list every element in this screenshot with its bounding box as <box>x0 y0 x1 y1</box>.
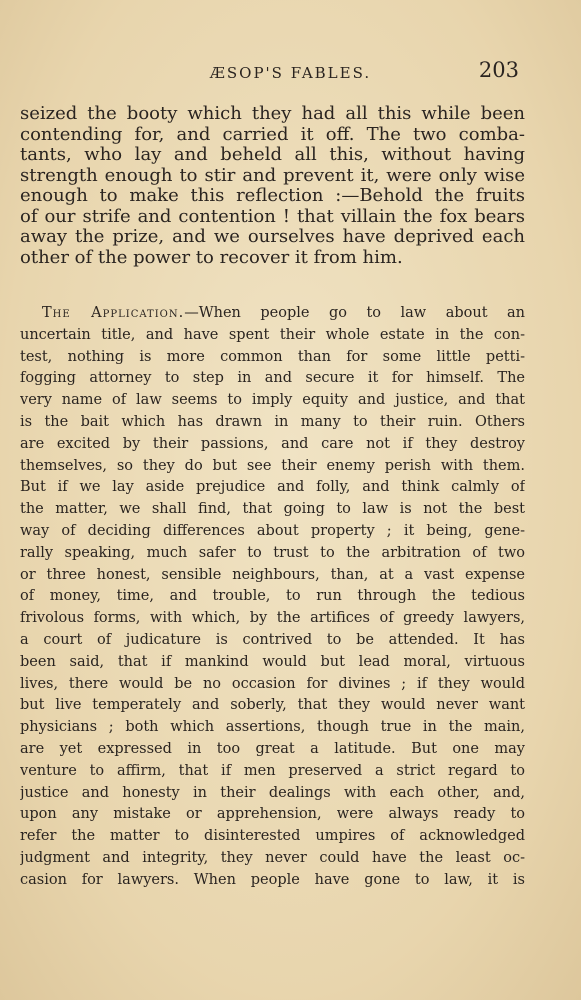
application-line: casion for lawyers. When people have gone to law, it is <box>20 871 525 888</box>
application-line: been said, that if mankind would but lead moral, virtuous <box>20 653 525 670</box>
page-number: 203 <box>478 58 519 82</box>
application-line: a court of judicature is contrived to be attended. It has <box>20 631 525 648</box>
application-line: is the bait which has drawn in many to their ruin. Others <box>20 413 525 430</box>
application-line: physicians ; both which assertions, though true in the main, <box>20 719 525 736</box>
application-line: themselves, so they do but see their enemy perish with them. <box>20 457 525 474</box>
application-line: frivolous forms, with which, by the artifices of greedy lawyers, <box>20 610 525 627</box>
application-first-line-text: —When people go to law about an <box>184 305 525 321</box>
fable-line: strength enough to stir and prevent it, were only wise <box>20 165 525 186</box>
fable-line: of our strife and contention ! that villain the fox bears <box>20 206 525 227</box>
application-line: refer the matter to disinterested umpires of acknowledged <box>20 828 525 845</box>
application-line: way of deciding differences about property ; it being, gene- <box>20 522 525 539</box>
application-line: but live temperately and soberly, that they would never want <box>20 697 525 714</box>
application-line: or three honest, sensible neighbours, than, at a vast expense <box>20 566 525 583</box>
fable-line: other of the power to recover it from him. <box>20 247 403 268</box>
application-line: of money, time, and trouble, to run through the tedious <box>20 588 525 605</box>
fable-line: enough to make this reflection :—Behold the fruits <box>20 186 525 206</box>
application-line: uncertain title, and have spent their whole estate in the con- <box>20 326 525 343</box>
application-first-line <box>20 303 525 325</box>
application-line: lives, there would be no occasion for divines ; if they would <box>20 675 525 692</box>
fable-text <box>20 104 525 268</box>
application-line: the matter, we shall find, that going to law is not the best <box>20 501 525 518</box>
application-line: But if we lay aside prejudice and folly, and think calmly of <box>20 479 525 496</box>
fable-line: seized the booty which they had all this while been <box>20 104 525 124</box>
application-line: venture to affirm, that if men preserved a strict regard to <box>20 762 525 779</box>
application-line: justice and honesty in their dealings with each other, and, <box>20 784 525 801</box>
application-text <box>20 303 525 892</box>
application-line: very name of law seems to imply equity and justice, and that <box>20 392 525 409</box>
application-line: upon any mistake or apprehension, were always ready to <box>20 806 525 823</box>
fable-line: tants, who lay and beheld all this, without having <box>20 145 525 165</box>
application-line: judgment and integrity, they never could have the least oc- <box>20 849 525 866</box>
application-line: rally speaking, much safer to trust to the arbitration of two <box>20 544 525 561</box>
fable-line: away the prize, and we ourselves have deprived each <box>20 227 525 247</box>
fable-line: contending for, and carried it off. The two comba- <box>20 124 525 145</box>
application-line: are yet expressed in too great a latitude. But one may <box>20 740 525 757</box>
running-head <box>0 58 581 88</box>
application-line: test, nothing is more common than for some little petti- <box>20 348 525 365</box>
running-title: ÆSOP'S FABLES. <box>209 64 372 82</box>
application-heading: The Application. <box>42 305 185 321</box>
application-line: are excited by their passions, and care not if they destroy <box>20 435 525 452</box>
application-line: fogging attorney to step in and secure it for himself. The <box>20 370 525 387</box>
